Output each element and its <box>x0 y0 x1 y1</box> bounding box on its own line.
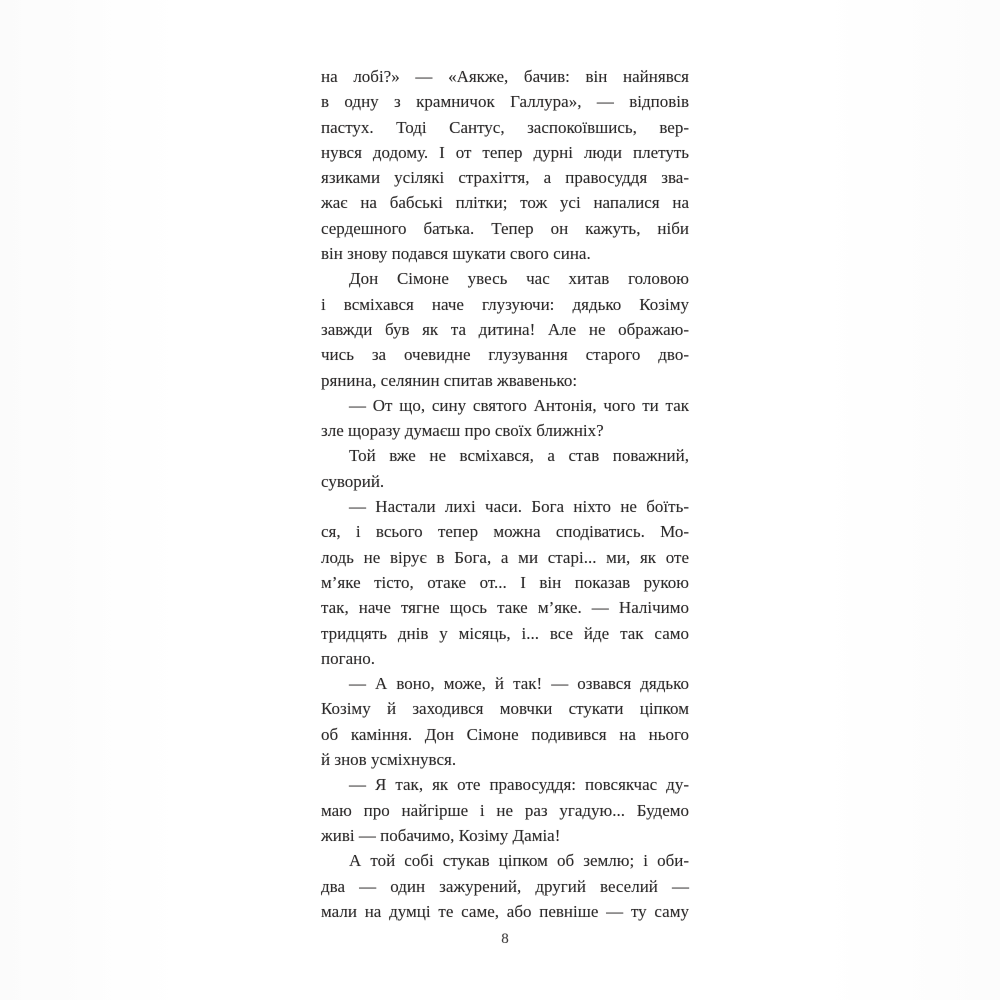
text-line: суворий. <box>321 471 385 491</box>
paragraph <box>321 772 689 848</box>
text-line: мали на думці те саме, або певніше — ту саму <box>321 901 689 921</box>
text-line: зле щоразу думаєш про своїх ближніх? <box>321 421 604 441</box>
text-line: два — один зажурений, другий веселий — <box>321 876 689 896</box>
text-line: лодь не вірує в Бога, а ми старі... ми, як оте <box>321 547 689 567</box>
text-line: він знову подався шукати свого сина. <box>321 244 591 264</box>
text-line: в одну з крамничок Галлура», — відповів <box>321 92 689 112</box>
text-line: й знов усміхнувся. <box>321 750 457 770</box>
text-line: рянина, селянин спитав жвавенько: <box>321 370 578 390</box>
page-number: 8 <box>501 931 509 947</box>
paragraph <box>321 848 689 924</box>
page-text-column <box>321 64 689 924</box>
text-line: — А воно, може, й так! — озвався дядько <box>349 674 689 694</box>
paragraph <box>321 64 689 266</box>
text-line: — От що, сину святого Антонія, чого ти так <box>349 395 689 415</box>
text-line: — Я так, як оте правосуддя: повсякчас ду- <box>349 775 689 795</box>
text-line: язиками усілякі страхіття, а правосуддя зва- <box>321 168 689 188</box>
text-line: живі — побачимо, Козіму Даміа! <box>321 825 561 845</box>
text-line: об каміння. Дон Сімоне подивився на нього <box>321 724 689 744</box>
text-line: тридцять днів у місяць, і... все йде так само <box>321 623 689 643</box>
text-line: Дон Сімоне увесь час хитав головою <box>349 269 689 289</box>
paragraph <box>321 443 689 494</box>
text-line: і всміхався наче глузуючи: дядько Козіму <box>321 294 689 314</box>
text-line: так, наче тягне щось таке м’яке. — Налічимо <box>321 598 689 618</box>
text-line: погано. <box>321 648 375 668</box>
text-line: сердешного батька. Тепер он кажуть, ніби <box>321 218 689 238</box>
paragraph <box>321 393 689 444</box>
text-line: ся, і всього тепер можна сподіватись. Мо- <box>321 522 689 542</box>
text-line: нувся додому. І от тепер дурні люди плетуть <box>321 142 689 162</box>
text-line: м’яке тісто, отаке от... І він показав рукою <box>321 572 689 592</box>
text-line: маю про найгірше і не раз угадую... Будемо <box>321 800 689 820</box>
text-line: жає на бабські плітки; тож усі напалися на <box>321 193 689 213</box>
paragraph <box>321 494 689 671</box>
text-line: Козіму й заходився мовчки стукати ціпком <box>321 699 689 719</box>
text-line: — Настали лихі часи. Бога ніхто не боїть- <box>349 497 689 517</box>
text-line: чись за очевидне глузування старого дво- <box>321 345 689 365</box>
paragraph <box>321 671 689 772</box>
text-line: А той собі стукав ціпком об землю; і оби- <box>349 851 689 871</box>
paragraph <box>321 266 689 392</box>
text-line: на лобі?» — «Аякже, бачив: він найнявся <box>321 67 689 86</box>
text-line: завжди був як та дитина! Але не ображаю- <box>321 319 689 339</box>
text-line: пастух. Тоді Сантус, заспокоївшись, вер- <box>321 117 689 137</box>
text-line: Той вже не всміхався, а став поважний, <box>349 446 689 466</box>
